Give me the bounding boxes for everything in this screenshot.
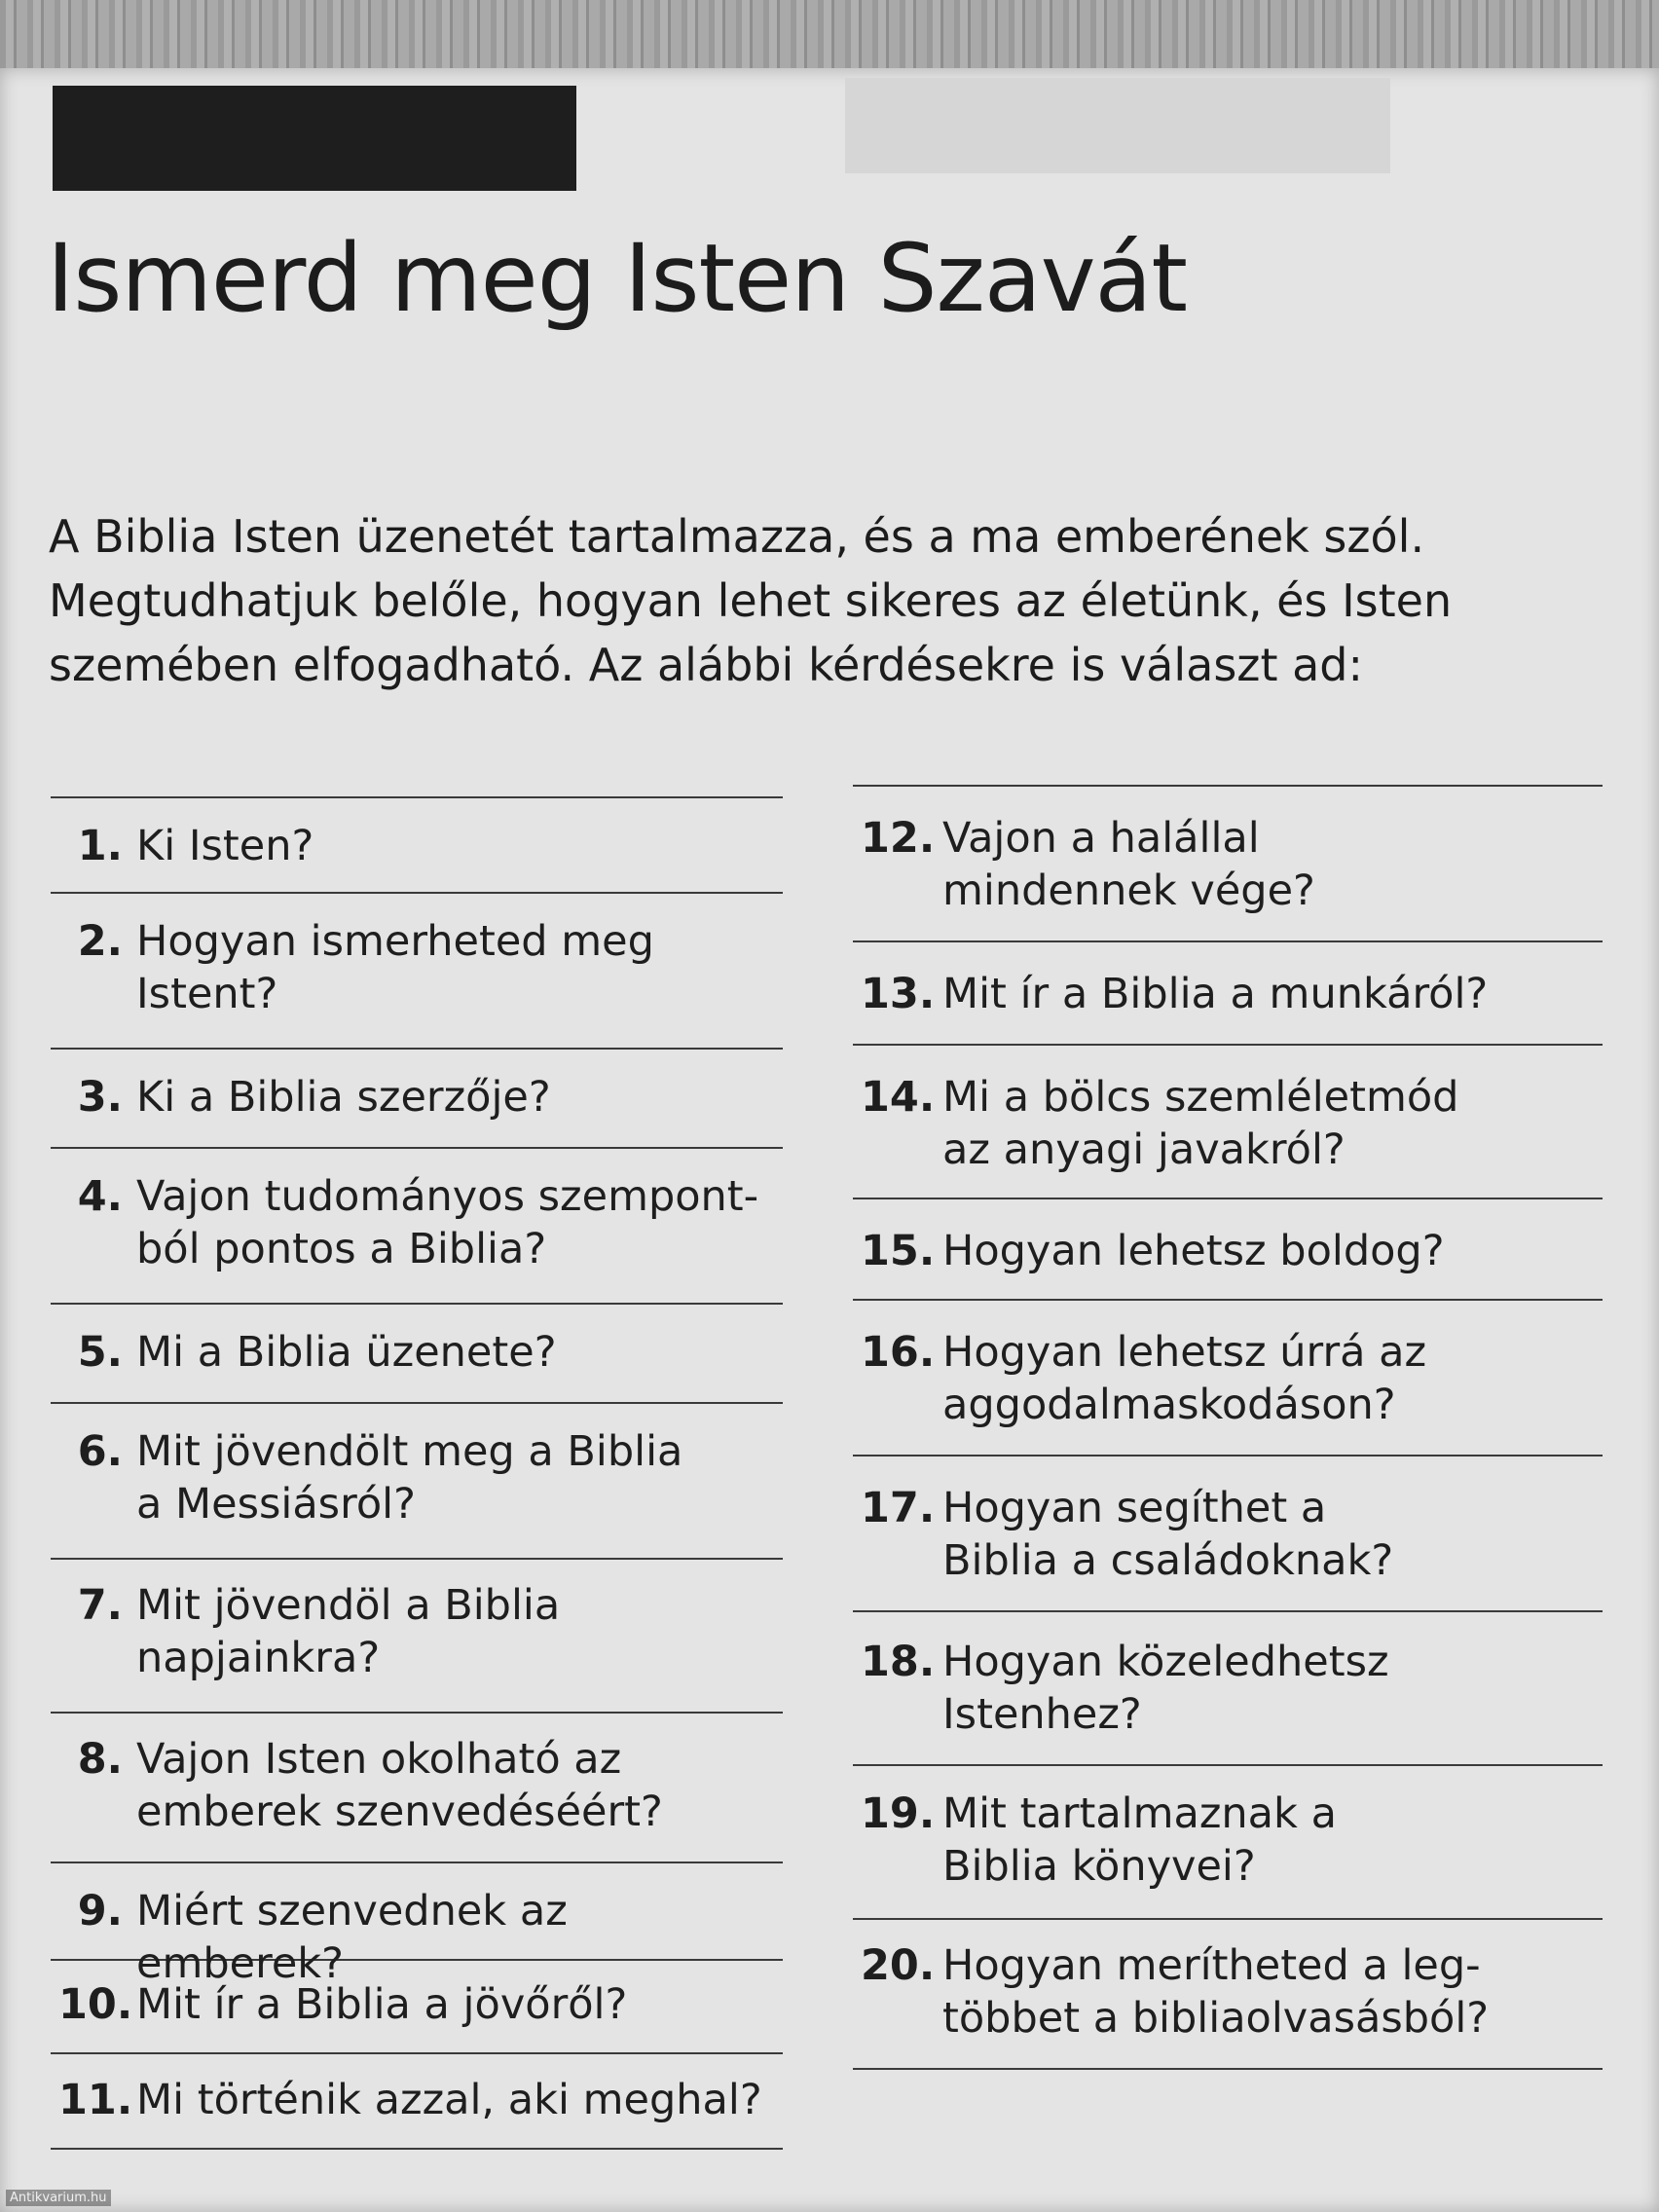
question-text: Hogyan lehetsz boldog?	[942, 1227, 1445, 1275]
separator-line	[853, 1299, 1603, 1301]
separator-line	[51, 1862, 783, 1863]
document-page	[0, 68, 1659, 2212]
question-text: Hogyan lehetsz úrrá az aggodalmaskodáson?	[942, 1328, 1427, 1429]
question-number: 12.	[861, 814, 936, 863]
question-item	[861, 1788, 1425, 1893]
separator-line	[51, 1558, 783, 1560]
watermark: Antikvarium.hu	[6, 2190, 111, 2206]
question-item	[861, 1326, 1503, 1431]
separator-line	[51, 1712, 783, 1714]
separator-line	[853, 940, 1603, 942]
question-item	[861, 968, 1601, 1020]
question-number: 2.	[77, 917, 123, 966]
separator-line	[853, 1044, 1603, 1046]
question-text: Mit ír a Biblia a jövőről?	[136, 1980, 628, 2029]
question-number: 15.	[861, 1227, 936, 1275]
question-text: Mi a Biblia üzenete?	[136, 1328, 557, 1377]
question-item	[58, 2074, 779, 2126]
separator-line	[51, 796, 783, 798]
separator-line	[51, 1402, 783, 1404]
question-text: Hogyan ismerheted meg Istent?	[136, 917, 654, 1018]
question-text: Ki a Biblia szerzője?	[136, 1073, 551, 1122]
separator-line	[51, 1048, 783, 1050]
question-number: 17.	[861, 1484, 936, 1532]
question-number: 20.	[861, 1941, 936, 1990]
question-item	[861, 1939, 1562, 2045]
question-text: Ki Isten?	[136, 822, 314, 870]
separator-line	[853, 1610, 1603, 1612]
question-item	[58, 1170, 779, 1275]
question-number: 7.	[77, 1581, 123, 1630]
question-text: Vajon Isten okolható az emberek szenvedéséért?	[136, 1735, 663, 1836]
separator-line	[51, 2052, 783, 2054]
question-item	[58, 1978, 779, 2031]
page-title: Ismerd meg Isten Szavát	[47, 224, 1187, 333]
question-number: 14.	[861, 1073, 936, 1122]
question-text: Miért szenvednek az emberek?	[136, 1887, 568, 1988]
question-text: Mit tartalmaznak a Biblia könyvei?	[942, 1789, 1337, 1891]
question-text: Hogyan közeledhetsz Istenhez?	[942, 1638, 1389, 1739]
header-black-bar	[53, 86, 576, 191]
question-item	[58, 1326, 779, 1379]
question-item	[58, 1425, 720, 1530]
question-number: 10.	[58, 1980, 133, 2029]
separator-line	[853, 2068, 1603, 2070]
question-number: 8.	[77, 1735, 123, 1784]
question-item	[861, 812, 1445, 917]
question-text: Mit ír a Biblia a munkáról?	[942, 970, 1489, 1018]
separator-line	[853, 1455, 1603, 1456]
question-number: 4.	[77, 1172, 123, 1221]
question-number: 3.	[77, 1073, 123, 1122]
separator-line	[51, 2148, 783, 2150]
question-item	[861, 1636, 1464, 1741]
question-item	[861, 1225, 1601, 1277]
question-item	[58, 915, 672, 1020]
question-item	[58, 1885, 779, 1990]
question-number: 16.	[861, 1328, 936, 1377]
question-text: Mi történik azzal, aki meghal?	[136, 2076, 762, 2124]
question-item	[58, 1579, 604, 1684]
separator-line	[51, 892, 783, 894]
question-item	[58, 1071, 779, 1124]
separator-line	[853, 785, 1603, 787]
separator-line	[853, 1198, 1603, 1199]
question-item	[861, 1482, 1445, 1587]
question-text: Vajon a halállal mindennek vége?	[942, 814, 1315, 915]
question-number: 19.	[861, 1789, 936, 1838]
separator-line	[51, 1303, 783, 1305]
separator-line	[853, 1918, 1603, 1920]
question-item	[861, 1071, 1484, 1176]
question-text: Hogyan segíthet a Biblia a családoknak?	[942, 1484, 1394, 1585]
question-text: Mi a bölcs szemléletmód az anyagi javakról?	[942, 1073, 1459, 1174]
question-text: Vajon tudományos szempont-ból pontos a Biblia?	[136, 1172, 759, 1273]
separator-line	[51, 1147, 783, 1149]
question-text: Mit jövendöl a Biblia napjainkra?	[136, 1581, 561, 1682]
question-number: 9.	[77, 1887, 123, 1936]
question-number: 18.	[861, 1638, 936, 1686]
intro-paragraph: A Biblia Isten üzenetét tartalmazza, és a ma emberének szól. Megtudhatjuk belőle, hogyan lehet sikeres az életünk, és Isten szemében elfogadható. Az alábbi kérdésekre is választ ad:	[49, 510, 1453, 691]
question-item	[58, 820, 779, 872]
question-number: 11.	[58, 2076, 133, 2124]
question-text: Hogyan merítheted a leg-többet a bibliaolvasásból?	[942, 1941, 1490, 2043]
bleed-through-box	[845, 78, 1390, 173]
question-number: 13.	[861, 970, 936, 1018]
question-number: 5.	[77, 1328, 123, 1377]
question-number: 6.	[77, 1427, 123, 1476]
question-text: Mit jövendölt meg a Biblia a Messiásról?	[136, 1427, 683, 1529]
question-number: 1.	[77, 822, 123, 870]
question-item	[58, 1733, 779, 1838]
separator-line	[853, 1764, 1603, 1766]
